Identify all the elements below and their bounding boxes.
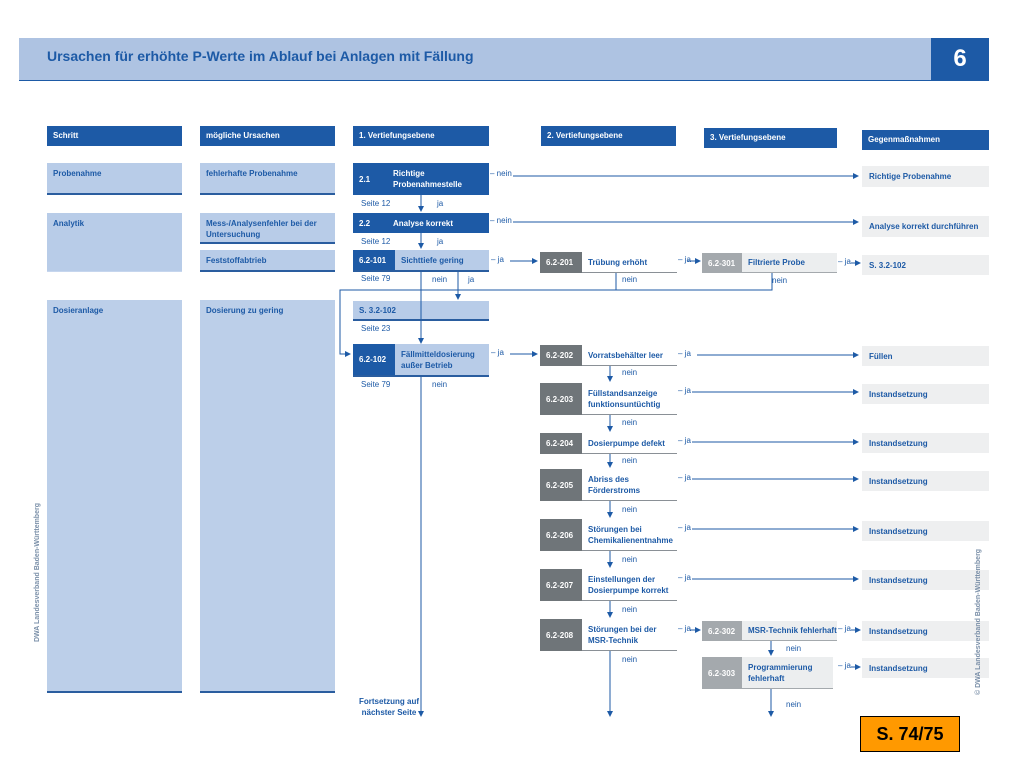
- connector-201-nein-return: [340, 273, 616, 354]
- label-ja: – ja: [491, 348, 504, 357]
- node-code: 6.2-205: [540, 469, 582, 501]
- label-nein: nein: [622, 456, 638, 465]
- node-label: Vorratsbehälter leer: [582, 345, 677, 366]
- label-ja: – ja: [838, 661, 851, 670]
- ref-seite-23: Seite 23: [361, 324, 391, 333]
- node-label: Dosierpumpe defekt: [582, 433, 677, 454]
- node-label: Störungen bei Chemikalienentnahme: [582, 519, 677, 551]
- node-label: Richtige Probenahmestelle: [393, 169, 462, 189]
- measure-instandsetzung: Instandsetzung: [862, 621, 989, 641]
- label-ja: – ja: [678, 349, 691, 358]
- node-label: Trübung erhöht: [582, 252, 677, 273]
- node-code: 6.2-201: [540, 252, 582, 273]
- node-code: 6.2-301: [702, 253, 742, 273]
- measure-instandsetzung: Instandsetzung: [862, 384, 989, 404]
- node-code: 6.2-302: [702, 621, 742, 641]
- label-nein: nein: [622, 505, 638, 514]
- label-nein: nein: [622, 275, 638, 284]
- node-label: Fällmitteldosierung außer Betrieb: [395, 344, 489, 375]
- label-ja: – ja: [678, 386, 691, 395]
- continuation-note: Fortsetzung auf nächster Seite: [359, 697, 419, 717]
- measure-instandsetzung: Instandsetzung: [862, 570, 989, 590]
- ref-seite-12: Seite 12: [361, 237, 391, 246]
- node-label: Filtrierte Probe: [742, 253, 837, 273]
- measure-instandsetzung: Instandsetzung: [862, 521, 989, 541]
- measure-instandsetzung: Instandsetzung: [862, 658, 989, 678]
- node-label: MSR-Technik fehlerhaft: [742, 621, 837, 641]
- column-header-level3: 3. Vertiefungsebene: [704, 128, 837, 148]
- column-header-level2: 2. Vertiefungsebene: [541, 126, 676, 146]
- measure-instandsetzung: Instandsetzung: [862, 471, 989, 491]
- node-code: 6.2-207: [540, 569, 582, 601]
- ref-seite-79: Seite 79: [361, 380, 391, 389]
- ref-seite-12: Seite 12: [361, 199, 391, 208]
- node-code: 6.2-206: [540, 519, 582, 551]
- step-probenahme: Probenahme: [47, 163, 182, 195]
- label-ja: ja: [437, 199, 444, 208]
- node-label: Einstellungen der Dosierpumpe korrekt: [582, 569, 677, 601]
- label-nein: nein: [772, 276, 788, 285]
- label-ja: ja: [468, 275, 475, 284]
- label-nein: – nein: [490, 169, 512, 178]
- label-ja: – ja: [678, 523, 691, 532]
- node-label: Programmierung fehlerhaft: [742, 657, 833, 689]
- step-dosieranlage: Dosieranlage: [53, 306, 104, 315]
- label-ja: – ja: [491, 255, 504, 264]
- label-nein: nein: [786, 700, 802, 709]
- publisher-vertical-right: © DWA Landesverband Baden-Württemberg: [975, 548, 982, 695]
- node-code: 6.2-202: [540, 345, 582, 366]
- label-ja: – ja: [678, 473, 691, 482]
- cause-feststoffabtrieb: Feststoffabtrieb: [200, 250, 335, 272]
- measure-richtige-probenahme: Richtige Probenahme: [862, 166, 989, 187]
- label-nein: nein: [432, 275, 448, 284]
- column-header-level1: 1. Vertiefungsebene: [353, 126, 489, 146]
- label-ja: – ja: [838, 624, 851, 633]
- node-label: Analyse korrekt: [393, 218, 454, 228]
- measure-analyse-korrekt: Analyse korrekt durchführen: [862, 216, 989, 237]
- node-label: Störungen bei der MSR-Technik: [582, 619, 677, 651]
- label-nein: nein: [622, 655, 638, 664]
- label-ja: – ja: [678, 255, 691, 264]
- node-code: 2.2: [359, 218, 371, 228]
- label-nein: nein: [622, 605, 638, 614]
- label-nein: nein: [786, 644, 802, 653]
- column-header-schritt: Schritt: [47, 126, 182, 146]
- ref-seite-79: Seite 79: [361, 274, 391, 283]
- publisher-vertical-left: DWA Landesverband Baden-Württemberg: [34, 503, 41, 642]
- label-ja: – ja: [678, 573, 691, 582]
- label-nein: nein: [622, 418, 638, 427]
- node-code: 6.2-208: [540, 619, 582, 651]
- label-nein: – nein: [490, 216, 512, 225]
- chapter-number: 6: [931, 38, 989, 80]
- node-label: Sichttiefe gering: [395, 250, 489, 270]
- label-ja: ja: [437, 237, 444, 246]
- node-code: 6.2-204: [540, 433, 582, 454]
- label-nein: nein: [622, 368, 638, 377]
- measure-fuellen: Füllen: [862, 346, 989, 366]
- cause-messfehler: Mess-/Analysenfehler bei der Untersuchung: [200, 213, 335, 244]
- node-code: 2.1: [359, 174, 371, 184]
- label-nein: nein: [622, 555, 638, 564]
- cause-dosierung-zu-gering: Dosierung zu gering: [206, 306, 284, 315]
- step-analytik: Analytik: [47, 213, 182, 271]
- node-label: Füllstandsanzeige funktionsuntüchtig: [582, 383, 677, 415]
- label-ja: – ja: [838, 257, 851, 266]
- column-header-gegenmassnahmen: Gegenmaßnahmen: [862, 130, 989, 150]
- page-title: Ursachen für erhöhte P-Werte im Ablauf bei Anlagen mit Fällung: [47, 48, 474, 64]
- cause-fehlerhafte-probenahme: fehlerhafte Probenahme: [200, 163, 335, 195]
- node-label: Abriss des Förderstroms: [582, 469, 677, 501]
- page-reference-badge: S. 74/75: [860, 716, 960, 752]
- label-ja: – ja: [678, 624, 691, 633]
- label-nein: nein: [432, 380, 448, 389]
- label-ja: – ja: [678, 436, 691, 445]
- connector-301-nein: [616, 273, 772, 290]
- node-label: S. 3.2-102: [353, 301, 489, 319]
- node-code: 6.2-203: [540, 383, 582, 415]
- measure-ref-3-2-102: S. 3.2-102: [862, 255, 989, 275]
- node-code: 6.2-101: [353, 250, 395, 270]
- node-code: 6.2-303: [702, 657, 742, 689]
- node-code: 6.2-102: [353, 344, 395, 375]
- measure-instandsetzung: Instandsetzung: [862, 433, 989, 453]
- column-header-ursachen: mögliche Ursachen: [200, 126, 335, 146]
